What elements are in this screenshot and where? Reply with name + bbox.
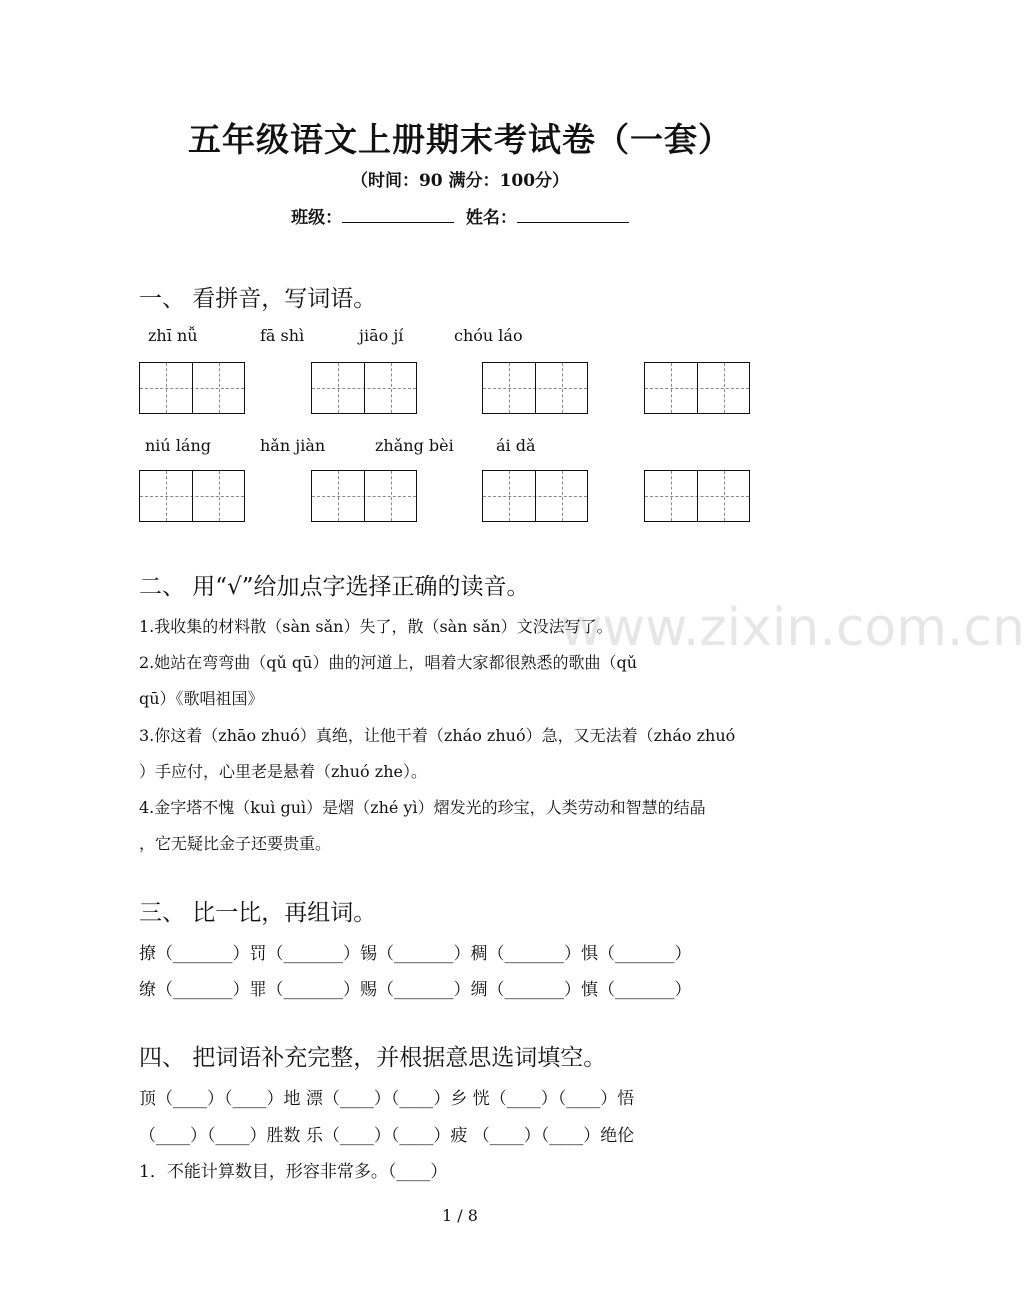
pinyin-label: zhī nǚ (148, 326, 198, 345)
writing-box[interactable] (139, 470, 245, 522)
exam-info: （时间：90 满分：100分） (350, 171, 570, 191)
pinyin-label: fā shì (260, 326, 305, 345)
writing-box[interactable] (482, 470, 588, 522)
section1-title: 一、 看拼音，写词语。 (139, 286, 377, 312)
idiom-row: （____）（____）胜数 乐（____）（____）疲 （____）（____）绝伦 (139, 1126, 635, 1146)
pinyin-label: jiāo jí (359, 326, 404, 345)
question-line: ，它无疑比金子还要贵重。 (139, 834, 332, 853)
question-line: 3.你这着（zhāo zhuó）真绝，让他干着（zháo zhuó）急，又无法着（zháo zhuó (139, 726, 736, 745)
question-line: 4.金字塔不愧（kuì guì）是熠（zhé yì）熠发光的珍宝，人类劳动和智慧的结晶 (139, 798, 706, 817)
writing-box[interactable] (311, 362, 417, 414)
pinyin-label: ái dǎ (496, 436, 536, 455)
question-line: 2.她站在弯弯曲（qǔ qū）曲的河道上，唱着大家都很熟悉的歌曲（qǔ (139, 653, 637, 672)
question-line: qū）《歌唱祖国》 (139, 689, 264, 708)
writing-box[interactable] (644, 470, 750, 522)
name-label: 姓名： (465, 208, 517, 228)
pinyin-label: hǎn jiàn (260, 436, 326, 455)
section3-title: 三、 比一比，再组词。 (139, 900, 377, 926)
question-line: 1．不能计算数目，形容非常多。（____） (139, 1162, 448, 1182)
compare-row: 缭（_______）罪（_______）赐（_______）绸（_______）慎（_______） (139, 980, 692, 1000)
section4-title: 四、 把词语补充完整，并根据意思选词填空。 (139, 1045, 607, 1071)
pinyin-label: zhǎng bèi (375, 436, 454, 455)
page-title: 五年级语文上册期末考试卷（一套） (188, 120, 732, 159)
writing-box[interactable] (139, 362, 245, 414)
pinyin-label: niú láng (145, 436, 212, 455)
watermark: www.zixin.com.cn (560, 598, 1025, 658)
page-number: 1 / 8 (442, 1206, 478, 1225)
question-line: 1.我收集的材料散（sàn sǎn）失了，散（sàn sǎn）文没法写了。 (139, 617, 613, 636)
writing-box[interactable] (644, 362, 750, 414)
question-line: ）手应付，心里老是悬着（zhuó zhe）。 (139, 762, 427, 781)
writing-box[interactable] (482, 362, 588, 414)
student-info-line (0, 203, 920, 228)
name-blank[interactable] (517, 206, 629, 223)
class-blank[interactable] (342, 206, 454, 223)
compare-row: 撩（_______）罚（_______）锡（_______）稠（_______）惧（_______） (139, 944, 692, 964)
section2-title: 二、 用“√”给加点字选择正确的读音。 (139, 574, 530, 600)
pinyin-label: chóu láo (454, 326, 523, 345)
writing-box[interactable] (311, 470, 417, 522)
idiom-row: 顶（____）（____）地 漂（____）（____）乡 恍（____）（____）悟 (139, 1089, 635, 1109)
class-label: 班级： (291, 208, 343, 228)
